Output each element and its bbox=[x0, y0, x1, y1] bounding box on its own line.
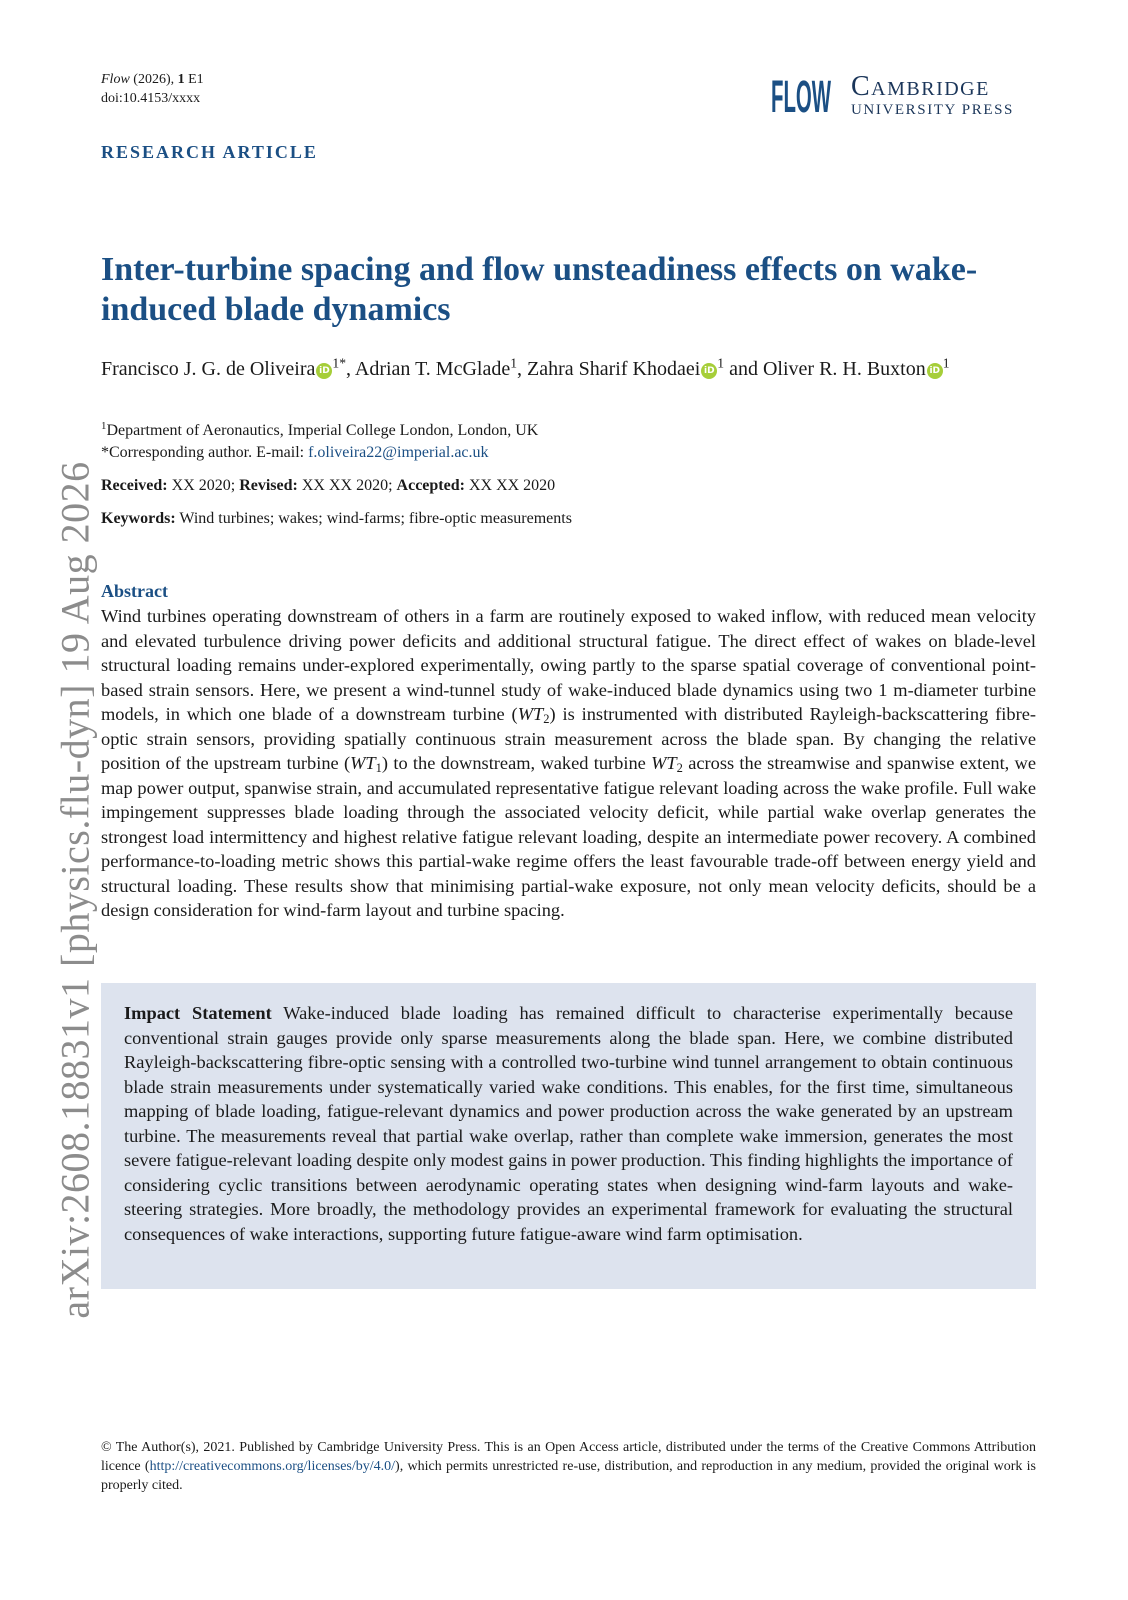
keywords bbox=[101, 510, 572, 528]
arxiv-stamp: arXiv:2608.18831v1 [physics.flu-dyn] 19 Aug 2026 bbox=[52, 461, 98, 1319]
corresponding-author bbox=[101, 442, 538, 464]
impact-statement-box bbox=[101, 983, 1036, 1289]
author-list bbox=[101, 356, 1036, 383]
abstract-part: across the streamwise and spanwise extent, we map power output, spanwise strain, and accumulated representative fatigue relevant loading across the wake profile. Full wake impingement suppresses blade loading through the associated velocity deficit, while partial wake overlap generates the strongest load intermittency and highest relative fatigue relevant loading, despite an intermediate power recovery. A combined performance-to-loading metric shows this partial-wake regime offers the least favourable trade-off between energy yield and structural loading. These results show that minimising partial-wake exposure, not only mean velocity deficits, should be a design consideration for wind-farm layout and turbine spacing. bbox=[101, 753, 1036, 920]
author-name: Francisco J. G. de Oliveira bbox=[101, 358, 316, 380]
orcid-icon[interactable]: iD bbox=[701, 363, 717, 379]
doi: doi:10.4153/xxxx bbox=[101, 91, 201, 106]
abstract-part: ) is instrumented with distributed Rayleigh-backscattering fibre-optic strain sensors, providing spatially continuous strain measurement across the blade span. By changing the relative position of the upstream turbine ( bbox=[101, 704, 1036, 773]
revised-label: Revised: bbox=[239, 477, 298, 494]
license-link[interactable]: http://creativecommons.org/licenses/by/4.0/ bbox=[149, 1459, 396, 1474]
affiliation-block bbox=[101, 420, 538, 464]
turbine-subscript: 1 bbox=[375, 761, 382, 776]
keywords-text: Wind turbines; wakes; wind-farms; fibre-optic measurements bbox=[175, 510, 572, 527]
author-affiliation-mark: 1 bbox=[942, 355, 950, 371]
abstract-part: Wind turbines operating downstream of others in a farm are routinely exposed to waked inflow, with reduced mean velocity and elevated turbulence driving power deficits and additional structural fatigue. The direct effect of wakes on blade-level structural loading remains under-explored experimentally, owing partly to the sparse spatial coverage of conventional point-based strain sensors. Here, we present a wind-tunnel study of wake-induced blade dynamics using two 1 m-diameter turbine models, in which one blade of a downstream turbine ( bbox=[101, 606, 1036, 724]
corresponding-prefix: *Corresponding author. E-mail: bbox=[101, 444, 309, 461]
license-text: © The Author(s), 2021. Published by Cambridge University Press. This is an Open Access article, distributed under the terms of the Creative Commons Attribution licence ( bbox=[101, 1440, 1036, 1474]
impact-statement-label: Impact Statement bbox=[124, 1003, 272, 1023]
journal-citation bbox=[101, 70, 204, 108]
turbine-subscript: 2 bbox=[676, 761, 683, 776]
orcid-icon[interactable]: iD bbox=[927, 363, 943, 379]
abstract-heading: Abstract bbox=[101, 581, 168, 601]
author-name: Zahra Sharif Khodaei bbox=[527, 358, 701, 380]
section-label: RESEARCH ARTICLE bbox=[101, 142, 318, 162]
received-label: Received: bbox=[101, 477, 168, 494]
journal-name: Flow bbox=[101, 72, 130, 87]
turbine-subscript: 2 bbox=[543, 712, 550, 727]
author-separator: and bbox=[724, 358, 763, 380]
accepted-label: Accepted: bbox=[396, 477, 465, 494]
license-notice bbox=[101, 1438, 1036, 1495]
author-affiliation-mark: 1* bbox=[332, 355, 346, 371]
journal-volume: 1 bbox=[177, 72, 185, 87]
publisher-line-1: Cambridge bbox=[851, 71, 990, 102]
journal-article: E1 bbox=[184, 72, 204, 87]
publication-dates bbox=[101, 477, 555, 495]
affiliation-mark: 1 bbox=[101, 420, 107, 433]
author-name: Adrian T. McGlade bbox=[354, 358, 511, 380]
author-separator: , bbox=[345, 358, 355, 380]
flow-logo-text: FLOW bbox=[771, 72, 832, 118]
affiliation bbox=[101, 420, 538, 442]
publisher-name bbox=[851, 72, 1014, 118]
email-link[interactable]: f.oliveira22@imperial.ac.uk bbox=[308, 444, 489, 461]
author-name: Oliver R. H. Buxton bbox=[762, 358, 926, 380]
author-affiliation-mark: 1 bbox=[510, 355, 518, 371]
revised-date: XX XX 2020; bbox=[297, 477, 397, 494]
received-date: XX 2020; bbox=[167, 477, 240, 494]
abstract-part: ) to the downstream, waked turbine bbox=[381, 753, 652, 773]
accepted-date: XX XX 2020 bbox=[464, 477, 556, 494]
orcid-icon[interactable]: iD bbox=[316, 363, 332, 379]
publisher-line-2: UNIVERSITY PRESS bbox=[851, 102, 1014, 118]
keywords-label: Keywords: bbox=[101, 510, 176, 527]
impact-statement-text: Wake-induced blade loading has remained difficult to characterise experimentally because conventional strain gauges provide only sparse measurements along the blade span. Here, we combine distributed Rayleigh-backscattering fibre-optic sensing with a controlled two-turbine wind tunnel arrangement to obtain continuous blade strain measurements under systematically varied wake conditions. This enables, for the first time, simultaneous mapping of blade loading, fatigue-relevant dynamics and power production across the wake generated by an upstream turbine. The measurements reveal that partial wake overlap, rather than complete wake immersion, generates the most severe fatigue-relevant loading despite only modest gains in power production. This finding highlights the importance of considering cyclic transitions between aerodynamic operating states when designing wind-farm layouts and wake-steering strategies. More broadly, the methodology provides an experimental framework for evaluating the structural consequences of wake interactions, supporting future fatigue-aware wind farm optimisation. bbox=[124, 1003, 1013, 1244]
turbine-symbol: WT bbox=[517, 704, 544, 724]
publisher-logo bbox=[770, 72, 1040, 118]
paper-title: Inter-turbine spacing and flow unsteadiness effects on wake-induced blade dynamics bbox=[101, 251, 978, 328]
affiliation-text: Department of Aeronautics, Imperial College London, London, UK bbox=[106, 422, 539, 439]
turbine-symbol: WT bbox=[651, 753, 677, 773]
license-text: ), which permits unrestricted re-use, distribution, and reproduction in any medium, provided the original work is properly cited. bbox=[101, 1459, 1036, 1493]
turbine-symbol: WT bbox=[350, 753, 376, 773]
author-affiliation-mark: 1 bbox=[717, 355, 725, 371]
flow-logo-icon bbox=[770, 72, 832, 118]
impact-statement bbox=[124, 1001, 1013, 1246]
author-separator: , bbox=[517, 358, 528, 380]
abstract-text bbox=[101, 604, 1036, 923]
journal-year: (2026), bbox=[129, 72, 178, 87]
